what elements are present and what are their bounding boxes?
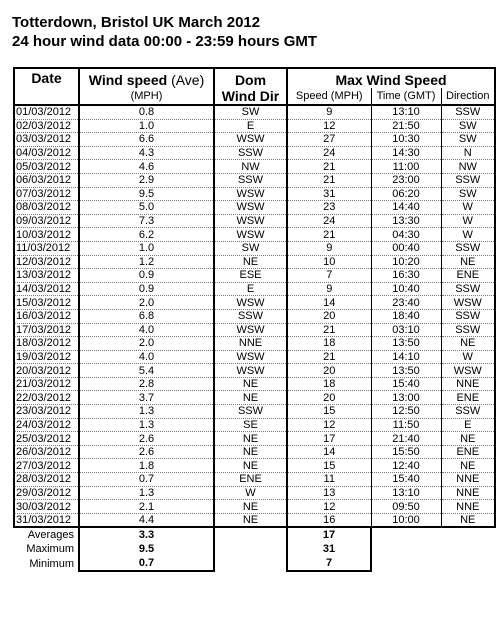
table-row: [14, 214, 495, 228]
row-dom-wind-dir: SSW: [214, 146, 287, 160]
row-wind-speed-ave: 1.0: [79, 241, 214, 255]
row-max-time: 13:30: [371, 214, 441, 228]
table-row: [14, 473, 495, 487]
row-max-time: 21:40: [371, 432, 441, 446]
wind-data-table: [13, 67, 496, 572]
row-max-time: 15:40: [371, 377, 441, 391]
row-wind-speed-ave: 0.9: [79, 269, 214, 283]
table-row: [14, 282, 495, 296]
row-date: 15/03/2012: [14, 296, 79, 310]
ave-speed-maximum: 9.5: [79, 542, 214, 556]
row-max-direction: NE: [441, 459, 495, 473]
row-date: 25/03/2012: [14, 432, 79, 446]
table-row: [14, 418, 495, 432]
table-row: [14, 377, 495, 391]
header-wind-speed-unit: (MPH): [79, 88, 214, 105]
row-date: 10/03/2012: [14, 228, 79, 242]
row-max-time: 11:00: [371, 160, 441, 174]
row-wind-speed-ave: 6.2: [79, 228, 214, 242]
row-dom-wind-dir: NE: [214, 459, 287, 473]
row-max-time: 16:30: [371, 269, 441, 283]
row-max-time: 03:10: [371, 323, 441, 337]
row-date: 19/03/2012: [14, 350, 79, 364]
header-wind-speed: [79, 68, 214, 88]
table-row: [14, 255, 495, 269]
row-max-speed: 14: [287, 445, 371, 459]
row-max-speed: 9: [287, 241, 371, 255]
row-max-direction: NNE: [441, 500, 495, 514]
row-dom-wind-dir: W: [214, 486, 287, 500]
row-max-speed: 12: [287, 418, 371, 432]
row-date: 11/03/2012: [14, 241, 79, 255]
row-wind-speed-ave: 0.8: [79, 105, 214, 119]
row-date: 12/03/2012: [14, 255, 79, 269]
row-max-direction: SW: [441, 119, 495, 133]
row-date: 24/03/2012: [14, 418, 79, 432]
row-max-time: 10:30: [371, 133, 441, 147]
table-row: [14, 350, 495, 364]
page-subtitle: 24 hour wind data 00:00 - 23:59 hours GMT: [12, 33, 318, 50]
row-wind-speed-ave: 5.4: [79, 364, 214, 378]
row-date: 31/03/2012: [14, 513, 79, 527]
row-max-time: 18:40: [371, 309, 441, 323]
row-max-speed: 21: [287, 323, 371, 337]
row-wind-speed-ave: 4.3: [79, 146, 214, 160]
row-dom-wind-dir: SSW: [214, 405, 287, 419]
row-wind-speed-ave: 1.3: [79, 418, 214, 432]
page-title: Totterdown, Bristol UK March 2012: [12, 14, 261, 31]
row-max-direction: WSW: [441, 296, 495, 310]
row-max-direction: NNE: [441, 473, 495, 487]
row-max-speed: 17: [287, 432, 371, 446]
row-max-direction: E: [441, 418, 495, 432]
row-dom-wind-dir: WSW: [214, 133, 287, 147]
row-dom-wind-dir: NE: [214, 445, 287, 459]
row-dom-wind-dir: WSW: [214, 187, 287, 201]
table-row: [14, 187, 495, 201]
table-row: [14, 323, 495, 337]
row-wind-speed-ave: 4.6: [79, 160, 214, 174]
row-date: 16/03/2012: [14, 309, 79, 323]
max-speed-average: 17: [287, 527, 371, 542]
header-max-wind-speed: Max Wind Speed: [287, 68, 495, 88]
row-dom-wind-dir: NNE: [214, 337, 287, 351]
row-dom-wind-dir: WSW: [214, 201, 287, 215]
row-max-direction: N: [441, 146, 495, 160]
row-max-direction: NE: [441, 513, 495, 527]
row-max-time: 10:40: [371, 282, 441, 296]
row-max-direction: SSW: [441, 323, 495, 337]
table-row: [14, 405, 495, 419]
row-max-speed: 9: [287, 105, 371, 119]
row-max-time: 04:30: [371, 228, 441, 242]
row-wind-speed-ave: 2.8: [79, 377, 214, 391]
row-date: 07/03/2012: [14, 187, 79, 201]
row-dom-wind-dir: WSW: [214, 228, 287, 242]
row-max-speed: 9: [287, 282, 371, 296]
table-row: [14, 391, 495, 405]
row-date: 05/03/2012: [14, 160, 79, 174]
row-max-time: 12:40: [371, 459, 441, 473]
table-row: [14, 119, 495, 133]
row-dom-wind-dir: SW: [214, 105, 287, 119]
row-max-direction: SSW: [441, 282, 495, 296]
row-max-time: 13:10: [371, 486, 441, 500]
row-wind-speed-ave: 1.3: [79, 486, 214, 500]
table-row: [14, 228, 495, 242]
row-max-direction: NNE: [441, 377, 495, 391]
row-max-direction: NE: [441, 337, 495, 351]
row-max-speed: 18: [287, 337, 371, 351]
row-dom-wind-dir: NE: [214, 255, 287, 269]
row-max-speed: 10: [287, 255, 371, 269]
row-date: 29/03/2012: [14, 486, 79, 500]
row-dom-wind-dir: SSW: [214, 309, 287, 323]
row-date: 06/03/2012: [14, 173, 79, 187]
row-max-speed: 31: [287, 187, 371, 201]
row-max-speed: 7: [287, 269, 371, 283]
row-max-direction: SW: [441, 187, 495, 201]
row-max-speed: 16: [287, 513, 371, 527]
row-date: 26/03/2012: [14, 445, 79, 459]
row-max-speed: 12: [287, 500, 371, 514]
row-max-time: 00:40: [371, 241, 441, 255]
row-wind-speed-ave: 4.0: [79, 350, 214, 364]
row-max-time: 23:40: [371, 296, 441, 310]
row-max-speed: 24: [287, 146, 371, 160]
row-wind-speed-ave: 2.6: [79, 445, 214, 459]
table-row: [14, 296, 495, 310]
row-max-speed: 14: [287, 296, 371, 310]
header-speed-mph: Speed (MPH): [287, 88, 371, 105]
row-max-direction: W: [441, 214, 495, 228]
row-max-direction: SW: [441, 133, 495, 147]
row-date: 17/03/2012: [14, 323, 79, 337]
row-max-time: 13:00: [371, 391, 441, 405]
row-date: 08/03/2012: [14, 201, 79, 215]
row-date: 22/03/2012: [14, 391, 79, 405]
row-max-time: 11:50: [371, 418, 441, 432]
row-max-direction: W: [441, 350, 495, 364]
ave-speed-average: 3.3: [79, 527, 214, 542]
row-date: 20/03/2012: [14, 364, 79, 378]
row-max-direction: ENE: [441, 445, 495, 459]
row-max-speed: 20: [287, 391, 371, 405]
row-date: 13/03/2012: [14, 269, 79, 283]
row-date: 02/03/2012: [14, 119, 79, 133]
maximum-label: Maximum: [26, 543, 74, 556]
row-dom-wind-dir: NE: [214, 500, 287, 514]
row-max-direction: SSW: [441, 405, 495, 419]
row-max-time: 14:40: [371, 201, 441, 215]
row-max-speed: 15: [287, 459, 371, 473]
row-dom-wind-dir: SW: [214, 241, 287, 255]
row-max-speed: 23: [287, 201, 371, 215]
row-max-speed: 24: [287, 214, 371, 228]
header-direction: Direction: [441, 88, 495, 105]
row-max-speed: 20: [287, 364, 371, 378]
row-date: 23/03/2012: [14, 405, 79, 419]
header-time-gmt: Time (GMT): [371, 88, 441, 105]
row-max-time: 12:50: [371, 405, 441, 419]
row-wind-speed-ave: 0.7: [79, 473, 214, 487]
table-row: [14, 364, 495, 378]
row-max-speed: 11: [287, 473, 371, 487]
row-date: 03/03/2012: [14, 133, 79, 147]
header-wind-speed-ave: (Ave): [171, 72, 205, 88]
row-max-time: 13:10: [371, 105, 441, 119]
row-wind-speed-ave: 4.4: [79, 513, 214, 527]
row-max-time: 06:20: [371, 187, 441, 201]
row-date: 01/03/2012: [14, 105, 79, 119]
row-wind-speed-ave: 3.7: [79, 391, 214, 405]
row-wind-speed-ave: 2.1: [79, 500, 214, 514]
row-max-direction: W: [441, 228, 495, 242]
row-date: 18/03/2012: [14, 337, 79, 351]
row-wind-speed-ave: 1.2: [79, 255, 214, 269]
table-row: [14, 133, 495, 147]
row-dom-wind-dir: WSW: [214, 296, 287, 310]
row-max-time: 10:20: [371, 255, 441, 269]
row-dom-wind-dir: NE: [214, 432, 287, 446]
row-max-direction: WSW: [441, 364, 495, 378]
row-max-time: 09:50: [371, 500, 441, 514]
minimum-label: Minimum: [29, 557, 74, 570]
row-max-speed: 12: [287, 119, 371, 133]
row-dom-wind-dir: WSW: [214, 323, 287, 337]
row-max-time: 14:10: [371, 350, 441, 364]
row-wind-speed-ave: 6.8: [79, 309, 214, 323]
table-row: [14, 445, 495, 459]
row-max-direction: SSW: [441, 309, 495, 323]
row-max-speed: 20: [287, 309, 371, 323]
max-speed-maximum: 31: [287, 542, 371, 556]
row-max-direction: ENE: [441, 391, 495, 405]
table-row: [14, 337, 495, 351]
row-max-direction: SSW: [441, 105, 495, 119]
row-wind-speed-ave: 9.5: [79, 187, 214, 201]
row-max-time: 13:50: [371, 337, 441, 351]
row-date: 04/03/2012: [14, 146, 79, 160]
row-wind-speed-ave: 2.9: [79, 173, 214, 187]
row-max-time: 13:50: [371, 364, 441, 378]
row-dom-wind-dir: NE: [214, 377, 287, 391]
row-date: 14/03/2012: [14, 282, 79, 296]
row-max-time: 15:40: [371, 473, 441, 487]
averages-label: Averages: [27, 529, 74, 542]
row-dom-wind-dir: NW: [214, 160, 287, 174]
max-speed-minimum: 7: [287, 556, 371, 571]
header-wind-speed-label: Wind speed: [88, 72, 168, 88]
row-date: 21/03/2012: [14, 377, 79, 391]
row-wind-speed-ave: 1.8: [79, 459, 214, 473]
row-date: 09/03/2012: [14, 214, 79, 228]
table-row: [14, 105, 495, 119]
row-max-direction: SSW: [441, 241, 495, 255]
row-dom-wind-dir: SSW: [214, 173, 287, 187]
row-dom-wind-dir: WSW: [214, 364, 287, 378]
row-dom-wind-dir: WSW: [214, 214, 287, 228]
row-wind-speed-ave: 1.0: [79, 119, 214, 133]
row-wind-speed-ave: 2.0: [79, 337, 214, 351]
row-dom-wind-dir: SE: [214, 418, 287, 432]
row-dom-wind-dir: WSW: [214, 350, 287, 364]
table-row: [14, 146, 495, 160]
row-max-speed: 15: [287, 405, 371, 419]
row-max-speed: 18: [287, 377, 371, 391]
row-wind-speed-ave: 2.6: [79, 432, 214, 446]
row-max-direction: NW: [441, 160, 495, 174]
row-wind-speed-ave: 6.6: [79, 133, 214, 147]
table-row: [14, 432, 495, 446]
row-max-direction: ENE: [441, 269, 495, 283]
row-max-speed: 13: [287, 486, 371, 500]
row-max-speed: 21: [287, 160, 371, 174]
row-dom-wind-dir: ESE: [214, 269, 287, 283]
row-max-time: 15:50: [371, 445, 441, 459]
row-wind-speed-ave: 5.0: [79, 201, 214, 215]
ave-speed-minimum: 0.7: [79, 556, 214, 571]
row-wind-speed-ave: 4.0: [79, 323, 214, 337]
row-max-speed: 27: [287, 133, 371, 147]
row-max-speed: 21: [287, 350, 371, 364]
header-dom-wind-dir-line1: Dom: [214, 68, 287, 88]
table-row: [14, 513, 495, 527]
row-max-direction: NNE: [441, 486, 495, 500]
row-max-speed: 21: [287, 173, 371, 187]
row-max-direction: NE: [441, 432, 495, 446]
table-row: [14, 500, 495, 514]
table-row: [14, 309, 495, 323]
row-wind-speed-ave: 7.3: [79, 214, 214, 228]
row-max-direction: NE: [441, 255, 495, 269]
row-max-direction: SSW: [441, 173, 495, 187]
row-max-time: 14:30: [371, 146, 441, 160]
header-date: Date: [14, 68, 79, 105]
row-date: 27/03/2012: [14, 459, 79, 473]
row-max-speed: 21: [287, 228, 371, 242]
table-row: [14, 486, 495, 500]
table-row: [14, 201, 495, 215]
row-max-time: 23:00: [371, 173, 441, 187]
row-max-time: 21:50: [371, 119, 441, 133]
table-row: [14, 241, 495, 255]
row-dom-wind-dir: E: [214, 282, 287, 296]
row-dom-wind-dir: NE: [214, 513, 287, 527]
row-max-time: 10:00: [371, 513, 441, 527]
row-wind-speed-ave: 0.9: [79, 282, 214, 296]
table-row: [14, 269, 495, 283]
row-wind-speed-ave: 1.3: [79, 405, 214, 419]
row-max-direction: W: [441, 201, 495, 215]
row-wind-speed-ave: 2.0: [79, 296, 214, 310]
row-dom-wind-dir: ENE: [214, 473, 287, 487]
row-dom-wind-dir: NE: [214, 391, 287, 405]
row-dom-wind-dir: E: [214, 119, 287, 133]
header-dom-wind-dir-line2: Wind Dir: [214, 88, 287, 105]
table-row: [14, 160, 495, 174]
row-date: 30/03/2012: [14, 500, 79, 514]
row-date: 28/03/2012: [14, 473, 79, 487]
table-row: [14, 459, 495, 473]
table-row: [14, 173, 495, 187]
